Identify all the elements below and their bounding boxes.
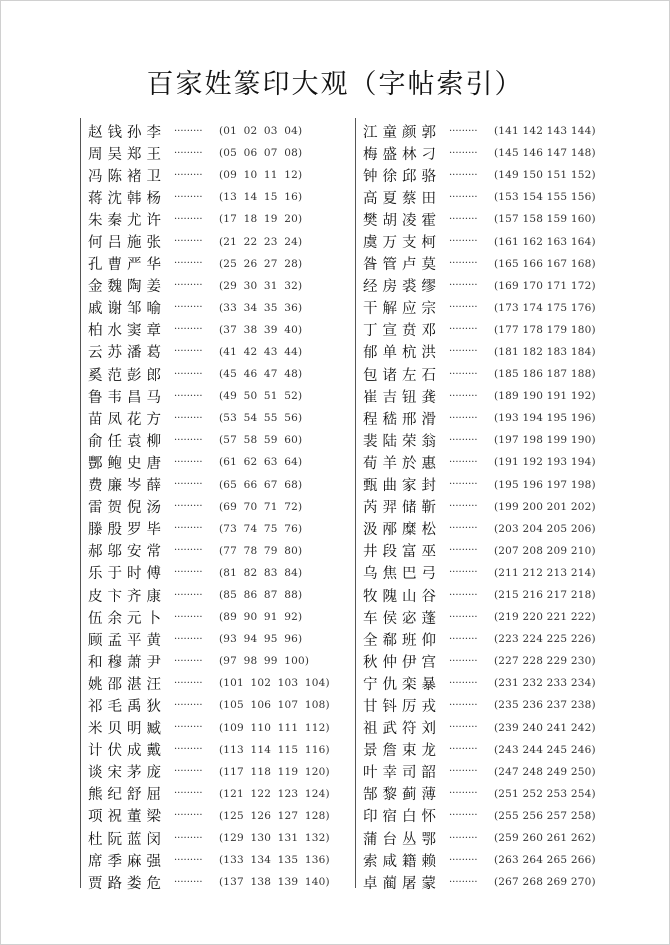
page-numbers: (53 54 55 56)	[219, 412, 303, 425]
surname-group: 卓蔺屠蒙	[363, 875, 441, 892]
leader-dots: ·········	[174, 854, 203, 866]
surname-group: 宁仇栾暴	[363, 676, 441, 693]
index-row	[88, 849, 330, 871]
index-row	[363, 120, 596, 142]
index-row	[88, 230, 330, 252]
surname-group: 熊纪舒屈	[88, 787, 166, 804]
page-numbers: (157 158 159 160)	[494, 213, 596, 226]
page-numbers: (149 150 151 152)	[494, 169, 596, 182]
surname-group: 梅盛林刁	[363, 146, 441, 163]
leader-dots: ·········	[174, 567, 203, 579]
leader-dots: ·········	[174, 699, 203, 711]
surname-group: 鲁韦昌马	[88, 389, 166, 406]
surname-group: 雷贺倪汤	[88, 500, 166, 517]
index-row	[88, 297, 330, 319]
index-row	[363, 496, 596, 518]
index-row	[88, 717, 330, 739]
leader-dots: ·········	[449, 368, 478, 380]
index-row	[88, 628, 330, 650]
page-numbers: (165 166 167 168)	[494, 257, 596, 270]
index-row	[88, 341, 330, 363]
page-numbers: (69 70 71 72)	[219, 500, 303, 513]
page-numbers: (231 232 233 234)	[494, 677, 596, 690]
surname-group: 高夏蔡田	[363, 190, 441, 207]
index-row	[363, 208, 596, 230]
index-row	[363, 407, 596, 429]
page-numbers: (239 240 241 242)	[494, 721, 596, 734]
surname-group: 乐于时傅	[88, 566, 166, 583]
leader-dots: ·········	[174, 390, 203, 402]
page-numbers: (169 170 171 172)	[494, 279, 596, 292]
page-numbers: (263 264 265 266)	[494, 854, 596, 867]
page-numbers: (109 110 111 112)	[219, 721, 330, 734]
index-row	[88, 275, 330, 297]
page-numbers: (21 22 23 24)	[219, 235, 303, 248]
leader-dots: ·········	[449, 324, 478, 336]
index-row	[363, 761, 596, 783]
surname-group: 郝邬安常	[88, 544, 166, 561]
surname-group: 冯陈褚卫	[88, 168, 166, 185]
surname-group: 钟徐邱骆	[363, 168, 441, 185]
page-numbers: (93 94 95 96)	[219, 633, 303, 646]
index-row	[363, 871, 596, 893]
surname-group: 干解应宗	[363, 301, 441, 318]
index-row	[363, 805, 596, 827]
page-numbers: (49 50 51 52)	[219, 390, 303, 403]
leader-dots: ·········	[174, 523, 203, 535]
leader-dots: ·········	[174, 213, 203, 225]
surname-group: 裴陆荣翁	[363, 433, 441, 450]
leader-dots: ·········	[174, 677, 203, 689]
surname-group: 经房裘缪	[363, 279, 441, 296]
leader-dots: ·········	[174, 479, 203, 491]
page-numbers: (235 236 237 238)	[494, 699, 596, 712]
leader-dots: ·········	[174, 655, 203, 667]
surname-group: 费廉岑薛	[88, 478, 166, 495]
leader-dots: ·········	[449, 434, 478, 446]
leader-dots: ·········	[449, 412, 478, 424]
surname-group: 全郗班仰	[363, 632, 441, 649]
leader-dots: ·········	[174, 456, 203, 468]
page-numbers: (09 10 11 12)	[219, 169, 303, 182]
leader-dots: ·········	[174, 236, 203, 248]
leader-dots: ·········	[174, 876, 203, 888]
index-row	[88, 186, 330, 208]
index-row	[88, 783, 330, 805]
page-numbers: (125 126 127 128)	[219, 809, 330, 822]
page-numbers: (255 256 257 258)	[494, 809, 596, 822]
page-numbers: (61 62 63 64)	[219, 456, 303, 469]
page-numbers: (189 190 191 192)	[494, 390, 596, 403]
surname-group: 金魏陶姜	[88, 279, 166, 296]
page-numbers: (57 58 59 60)	[219, 434, 303, 447]
leader-dots: ·········	[174, 501, 203, 513]
surname-group: 崔吉钮龚	[363, 389, 441, 406]
index-row	[88, 208, 330, 230]
index-rows-right	[363, 120, 596, 893]
index-row	[363, 849, 596, 871]
surname-group: 景詹束龙	[363, 743, 441, 760]
leader-dots: ·········	[449, 567, 478, 579]
page-numbers: (105 106 107 108)	[219, 699, 330, 712]
leader-dots: ·········	[449, 346, 478, 358]
leader-dots: ·········	[449, 611, 478, 623]
page-numbers: (117 118 119 120)	[219, 765, 330, 778]
leader-dots: ·········	[449, 876, 478, 888]
index-row	[363, 717, 596, 739]
leader-dots: ·········	[174, 191, 203, 203]
surname-group: 项祝董梁	[88, 809, 166, 826]
index-row	[88, 761, 330, 783]
leader-dots: ·········	[449, 854, 478, 866]
index-row	[363, 142, 596, 164]
index-row	[363, 474, 596, 496]
index-row	[88, 650, 330, 672]
index-row	[88, 694, 330, 716]
surname-group: 云苏潘葛	[88, 345, 166, 362]
leader-dots: ·········	[174, 766, 203, 778]
index-row	[363, 186, 596, 208]
index-row	[363, 518, 596, 540]
index-row	[88, 451, 330, 473]
leader-dots: ·········	[174, 744, 203, 756]
surname-group: 樊胡凌霍	[363, 212, 441, 229]
page-numbers: (133 134 135 136)	[219, 854, 330, 867]
page-numbers: (181 182 183 184)	[494, 345, 596, 358]
leader-dots: ·········	[174, 258, 203, 270]
page-numbers: (113 114 115 116)	[219, 743, 330, 756]
surname-group: 柏水窦章	[88, 323, 166, 340]
surname-group: 秋仲伊宫	[363, 654, 441, 671]
surname-group: 俞任袁柳	[88, 433, 166, 450]
leader-dots: ·········	[449, 523, 478, 535]
surname-group: 朱秦尤许	[88, 212, 166, 229]
surname-group: 虞万支柯	[363, 235, 441, 252]
page-numbers: (199 200 201 202)	[494, 500, 596, 513]
surname-group: 芮羿储靳	[363, 500, 441, 517]
page-numbers: (17 18 19 20)	[219, 213, 303, 226]
surname-group: 滕殷罗毕	[88, 522, 166, 539]
surname-group: 蒲台丛鄂	[363, 831, 441, 848]
leader-dots: ·········	[449, 677, 478, 689]
page-numbers: (73 74 75 76)	[219, 522, 303, 535]
page-numbers: (81 82 83 84)	[219, 566, 303, 579]
index-row	[88, 363, 330, 385]
surname-group: 江童颜郭	[363, 124, 441, 141]
index-row	[88, 739, 330, 761]
index-row	[363, 739, 596, 761]
index-row	[88, 385, 330, 407]
surname-group: 和穆萧尹	[88, 654, 166, 671]
column-rule-left	[80, 118, 81, 888]
surname-group: 甄曲家封	[363, 478, 441, 495]
page-numbers: (193 194 195 196)	[494, 412, 596, 425]
leader-dots: ·········	[174, 324, 203, 336]
page-numbers: (173 174 175 176)	[494, 301, 596, 314]
leader-dots: ·········	[449, 545, 478, 557]
page-numbers: (227 228 229 230)	[494, 655, 596, 668]
surname-group: 甘钭厉戎	[363, 698, 441, 715]
leader-dots: ·········	[174, 302, 203, 314]
page-numbers: (41 42 43 44)	[219, 345, 303, 358]
surname-group: 祖武符刘	[363, 721, 441, 738]
surname-group: 米贝明臧	[88, 721, 166, 738]
index-row	[363, 540, 596, 562]
leader-dots: ·········	[449, 479, 478, 491]
leader-dots: ·········	[449, 147, 478, 159]
index-row	[88, 164, 330, 186]
page-numbers: (77 78 79 80)	[219, 544, 303, 557]
surname-group: 蒋沈韩杨	[88, 190, 166, 207]
surname-group: 包诸左石	[363, 367, 441, 384]
leader-dots: ·········	[174, 346, 203, 358]
page-numbers: (33 34 35 36)	[219, 301, 303, 314]
page-numbers: (185 186 187 188)	[494, 368, 596, 381]
index-row	[363, 297, 596, 319]
leader-dots: ·········	[174, 788, 203, 800]
leader-dots: ·········	[174, 147, 203, 159]
leader-dots: ·········	[449, 125, 478, 137]
index-row	[363, 606, 596, 628]
surname-group: 杜阮蓝闵	[88, 831, 166, 848]
index-row	[363, 429, 596, 451]
leader-dots: ·········	[449, 788, 478, 800]
surname-group: 姚邵湛汪	[88, 676, 166, 693]
page-numbers: (251 252 253 254)	[494, 787, 596, 800]
index-rows-left	[88, 120, 330, 893]
column-rule-right	[355, 118, 356, 888]
page-numbers: (01 02 03 04)	[219, 125, 303, 138]
page-numbers: (215 216 217 218)	[494, 589, 596, 602]
leader-dots: ·········	[449, 810, 478, 822]
surname-group: 苗凤花方	[88, 411, 166, 428]
index-row	[363, 341, 596, 363]
leader-dots: ·········	[449, 169, 478, 181]
leader-dots: ·········	[174, 722, 203, 734]
index-row	[88, 584, 330, 606]
page-numbers: (203 204 205 206)	[494, 522, 596, 535]
surname-group: 昝管卢莫	[363, 257, 441, 274]
index-row	[88, 319, 330, 341]
leader-dots: ·········	[174, 611, 203, 623]
leader-dots: ·········	[449, 456, 478, 468]
page-numbers: (45 46 47 48)	[219, 368, 303, 381]
page-numbers: (211 212 213 214)	[494, 566, 596, 579]
leader-dots: ·········	[174, 169, 203, 181]
page-numbers: (207 208 209 210)	[494, 544, 596, 557]
page-numbers: (247 248 249 250)	[494, 765, 596, 778]
page-numbers: (177 178 179 180)	[494, 323, 596, 336]
leader-dots: ·········	[449, 589, 478, 601]
leader-dots: ·········	[449, 258, 478, 270]
index-row	[363, 628, 596, 650]
surname-group: 印宿白怀	[363, 809, 441, 826]
surname-group: 酆鲍史唐	[88, 455, 166, 472]
index-row	[363, 385, 596, 407]
index-row	[363, 562, 596, 584]
surname-group: 郜黎蓟薄	[363, 787, 441, 804]
index-row	[363, 319, 596, 341]
page-numbers: (89 90 91 92)	[219, 611, 303, 624]
leader-dots: ·········	[174, 412, 203, 424]
page-numbers: (85 86 87 88)	[219, 589, 303, 602]
page-numbers: (145 146 147 148)	[494, 147, 596, 160]
leader-dots: ·········	[449, 655, 478, 667]
index-row	[88, 805, 330, 827]
page-numbers: (153 154 155 156)	[494, 191, 596, 204]
leader-dots: ·········	[174, 545, 203, 557]
surname-group: 荀羊於惠	[363, 455, 441, 472]
leader-dots: ·········	[174, 810, 203, 822]
page-numbers: (137 138 139 140)	[219, 876, 330, 889]
index-row	[363, 164, 596, 186]
leader-dots: ·········	[174, 434, 203, 446]
page-numbers: (219 220 221 222)	[494, 611, 596, 624]
surname-group: 叶幸司韶	[363, 765, 441, 782]
page-numbers: (191 192 193 194)	[494, 456, 596, 469]
page-numbers: (37 38 39 40)	[219, 323, 303, 336]
surname-group: 何吕施张	[88, 235, 166, 252]
surname-group: 程嵇邢滑	[363, 411, 441, 428]
leader-dots: ·········	[174, 125, 203, 137]
index-row	[363, 694, 596, 716]
page-numbers: (13 14 15 16)	[219, 191, 303, 204]
index-row	[88, 518, 330, 540]
leader-dots: ·········	[449, 766, 478, 778]
page-numbers: (243 244 245 246)	[494, 743, 596, 756]
page-numbers: (223 224 225 226)	[494, 633, 596, 646]
index-row	[363, 363, 596, 385]
index-row	[363, 253, 596, 275]
index-row	[88, 407, 330, 429]
index-row	[88, 474, 330, 496]
index-row	[363, 783, 596, 805]
index-row	[88, 871, 330, 893]
index-row	[88, 120, 330, 142]
index-row	[88, 540, 330, 562]
surname-group: 计伏成戴	[88, 743, 166, 760]
surname-group: 郁单杭洪	[363, 345, 441, 362]
index-row	[363, 451, 596, 473]
page-numbers: (121 122 123 124)	[219, 787, 330, 800]
surname-group: 祁毛禹狄	[88, 698, 166, 715]
index-row	[363, 275, 596, 297]
surname-group: 皮卞齐康	[88, 588, 166, 605]
page-numbers: (129 130 131 132)	[219, 832, 330, 845]
index-row	[88, 606, 330, 628]
leader-dots: ·········	[449, 722, 478, 734]
index-row	[88, 142, 330, 164]
surname-group: 井段富巫	[363, 544, 441, 561]
leader-dots: ·········	[174, 589, 203, 601]
surname-group: 席季麻强	[88, 853, 166, 870]
surname-group: 丁宣贲邓	[363, 323, 441, 340]
index-row	[363, 584, 596, 606]
surname-group: 汲邴糜松	[363, 522, 441, 539]
surname-group: 牧隗山谷	[363, 588, 441, 605]
surname-group: 索咸籍赖	[363, 853, 441, 870]
page-numbers: (97 98 99 100)	[219, 655, 310, 668]
page-numbers: (25 26 27 28)	[219, 257, 303, 270]
index-row	[363, 827, 596, 849]
page-numbers: (65 66 67 68)	[219, 478, 303, 491]
surname-group: 车侯宓蓬	[363, 610, 441, 627]
leader-dots: ·········	[174, 832, 203, 844]
surname-group: 伍余元卜	[88, 610, 166, 627]
leader-dots: ·········	[449, 213, 478, 225]
leader-dots: ·········	[449, 633, 478, 645]
leader-dots: ·········	[174, 280, 203, 292]
surname-group: 奚范彭郎	[88, 367, 166, 384]
surname-group: 贾路娄危	[88, 875, 166, 892]
surname-group: 顾孟平黄	[88, 632, 166, 649]
page-numbers: (197 198 199 190)	[494, 434, 596, 447]
page-title: 百家姓篆印大观（字帖索引）	[146, 69, 524, 100]
page-numbers: (259 260 261 262)	[494, 832, 596, 845]
leader-dots: ·········	[449, 501, 478, 513]
leader-dots: ·········	[449, 744, 478, 756]
leader-dots: ·········	[449, 236, 478, 248]
surname-group: 赵钱孙李	[88, 124, 166, 141]
index-row	[88, 496, 330, 518]
index-row	[363, 672, 596, 694]
page-numbers: (101 102 103 104)	[219, 677, 330, 690]
index-row	[363, 650, 596, 672]
index-row	[88, 672, 330, 694]
page-numbers: (195 196 197 198)	[494, 478, 596, 491]
surname-group: 谈宋茅庞	[88, 765, 166, 782]
leader-dots: ·········	[449, 832, 478, 844]
leader-dots: ·········	[449, 699, 478, 711]
surname-group: 戚谢邹喻	[88, 301, 166, 318]
leader-dots: ·········	[174, 368, 203, 380]
surname-group: 孔曹严华	[88, 257, 166, 274]
leader-dots: ·········	[449, 390, 478, 402]
leader-dots: ·········	[449, 191, 478, 203]
page-numbers: (161 162 163 164)	[494, 235, 596, 248]
leader-dots: ·········	[174, 633, 203, 645]
surname-group: 周吴郑王	[88, 146, 166, 163]
index-row	[88, 253, 330, 275]
surname-group: 乌焦巴弓	[363, 566, 441, 583]
index-row	[88, 827, 330, 849]
index-row	[88, 562, 330, 584]
page-numbers: (05 06 07 08)	[219, 147, 303, 160]
leader-dots: ·········	[449, 302, 478, 314]
index-row	[363, 230, 596, 252]
index-row	[88, 429, 330, 451]
page-numbers: (141 142 143 144)	[494, 125, 596, 138]
page-numbers: (29 30 31 32)	[219, 279, 303, 292]
leader-dots: ·········	[449, 280, 478, 292]
page-numbers: (267 268 269 270)	[494, 876, 596, 889]
